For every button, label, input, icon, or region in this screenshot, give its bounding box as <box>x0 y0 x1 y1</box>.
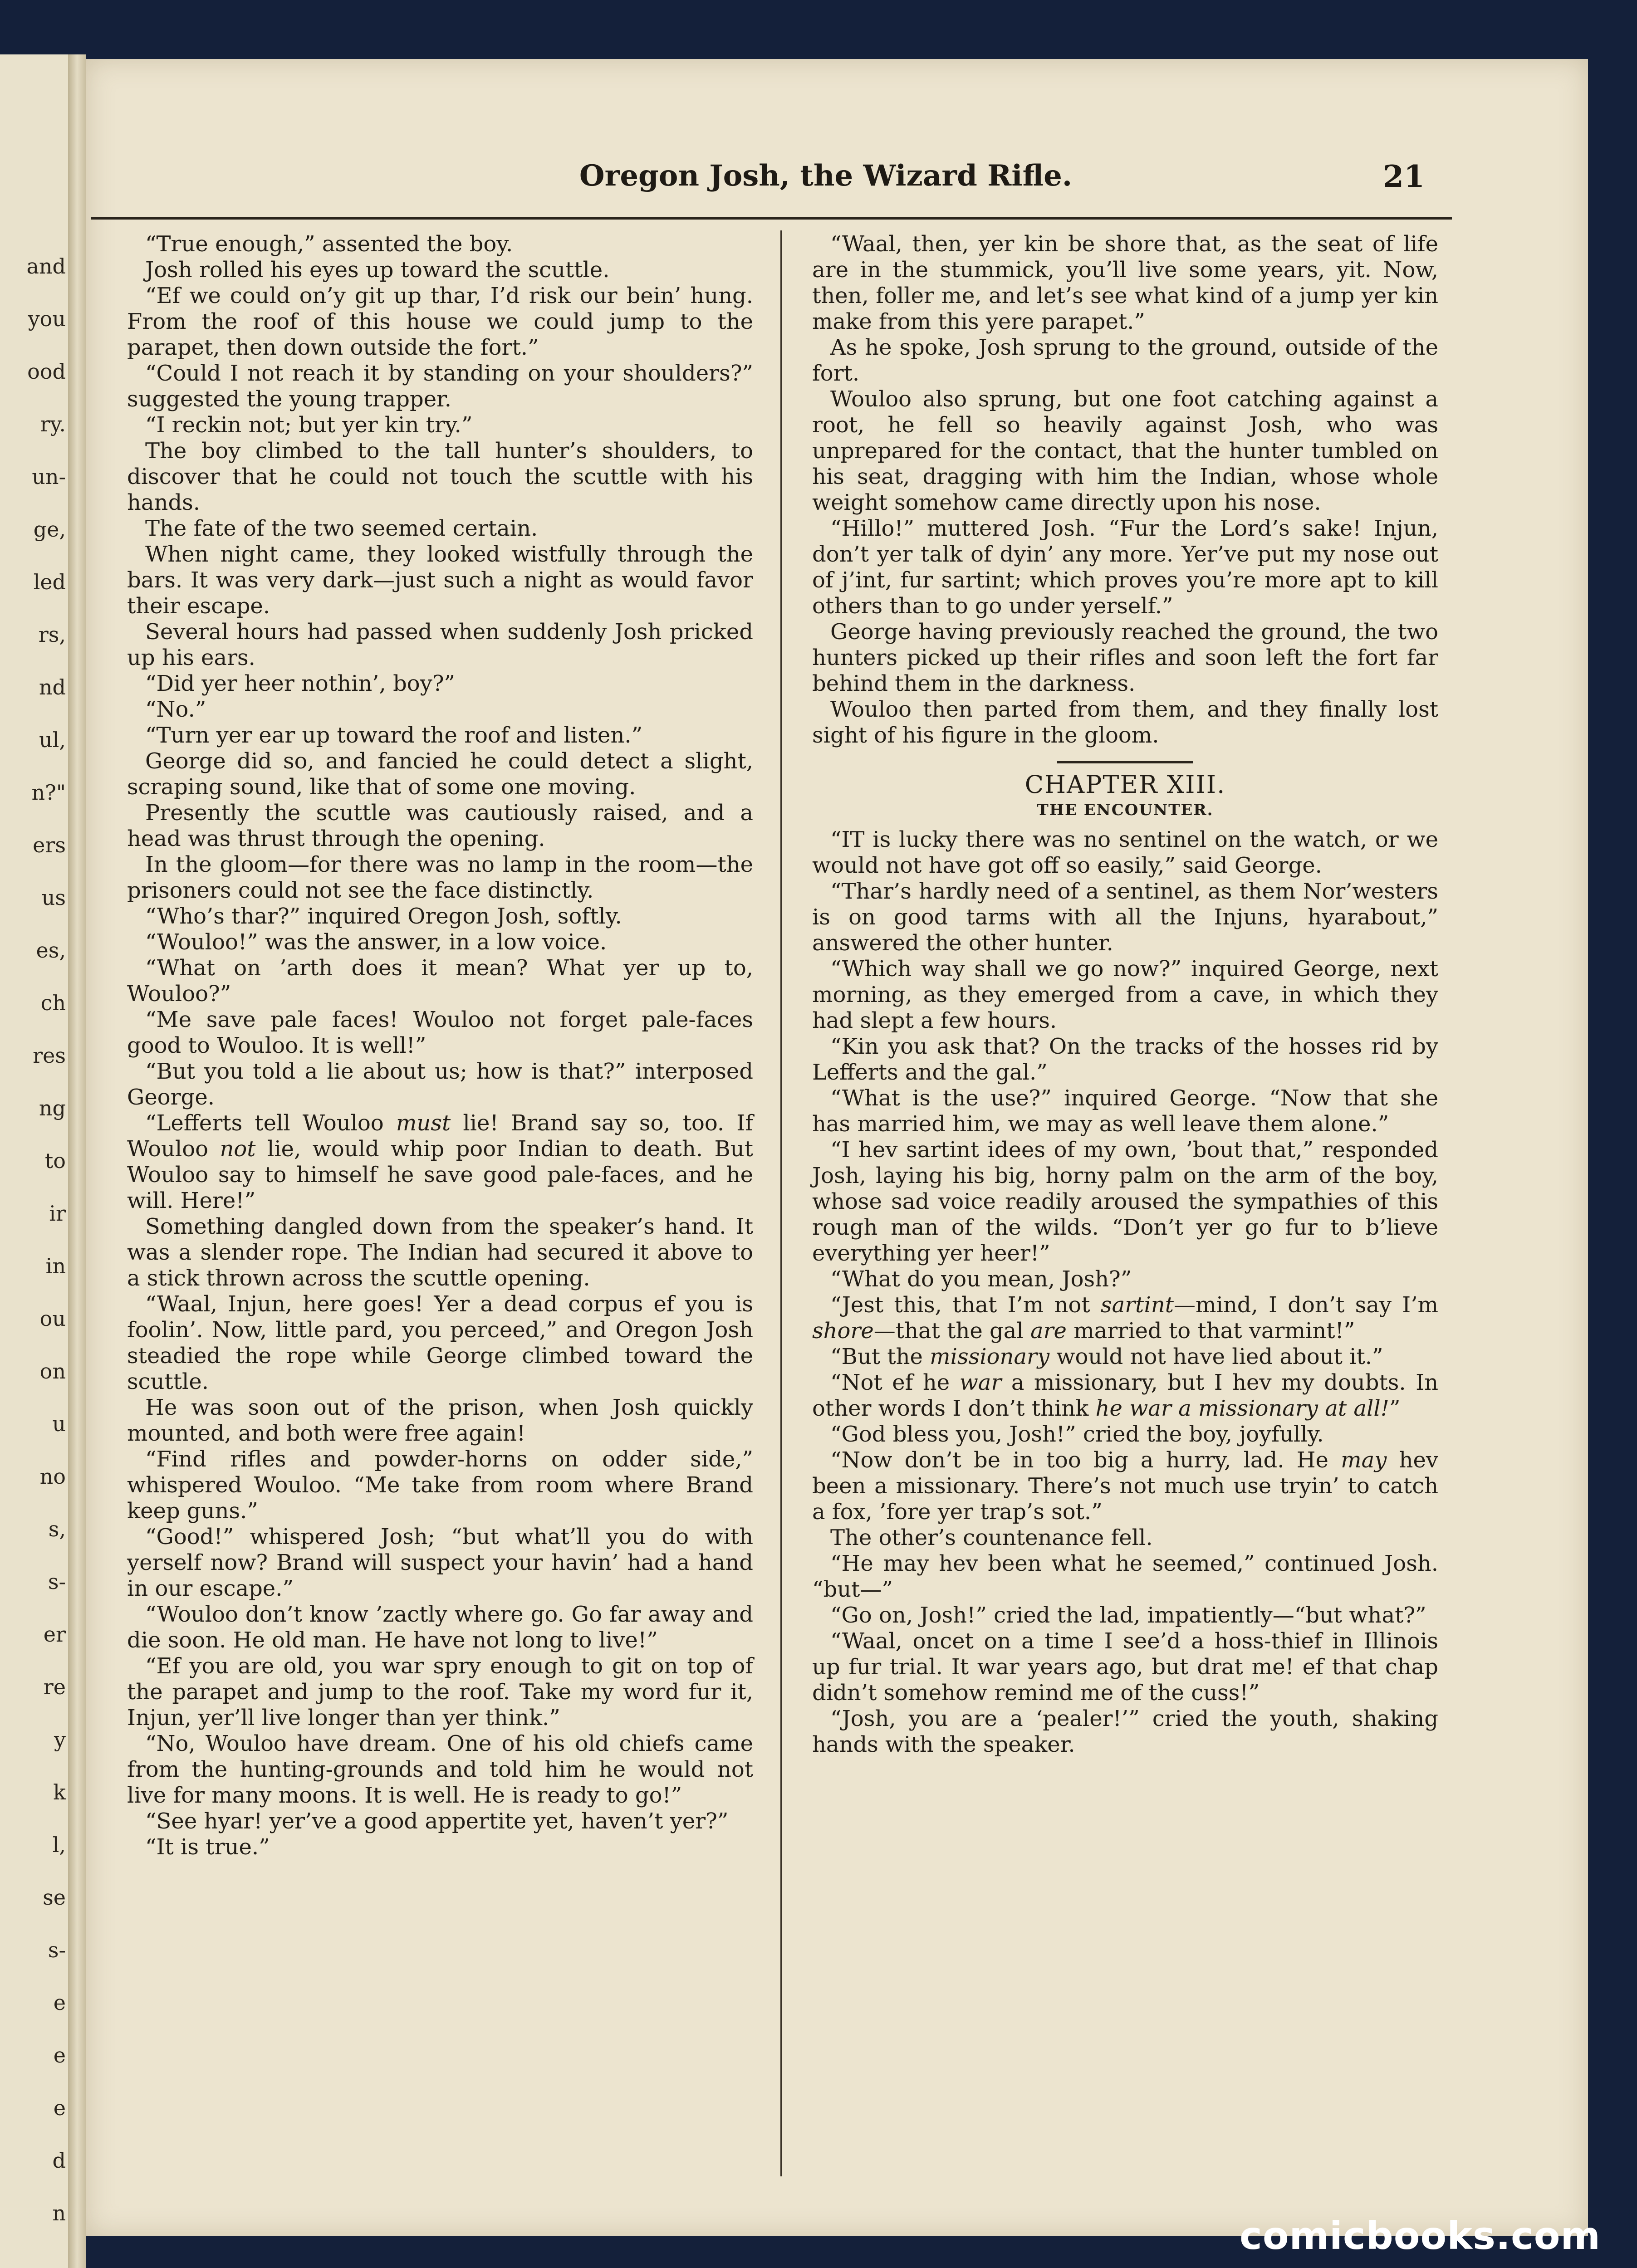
paragraph: “Not ef he war a missionary, but I hev my doubts. In other words I don’t think he war a missionary at all!” <box>812 1370 1438 1421</box>
paragraph: “See hyar! yer’ve a good appertite yet, haven’t yer?” <box>145 1809 729 1834</box>
adjacent-page-fragment: d <box>52 2148 66 2173</box>
adjacent-page-fragment: n?" <box>31 780 66 805</box>
adjacent-page-fragment: y <box>54 1727 66 1752</box>
adjacent-page-fragment: se <box>43 1885 66 1910</box>
paragraph: “I reckin not; but yer kin try.” <box>145 412 473 438</box>
paragraph: “Kin you ask that? On the tracks of the hosses rid by Lefferts and the gal.” <box>812 1034 1438 1085</box>
left-text-column <box>127 231 753 1860</box>
paragraph: In the gloom—for there was no lamp in the room—the prisoners could not see the face distinctly. <box>127 852 753 903</box>
paragraph: “Wouloo!” was the answer, in a low voice. <box>145 929 607 955</box>
paragraph: “But you told a lie about us; how is that?” interposed George. <box>127 1059 753 1110</box>
paragraph: “Ef we could on’y git up thar, I’d risk our bein’ hung. From the roof of this house we could jump to the parapet, then down outside the fort.” <box>127 283 753 360</box>
paragraph: Something dangled down from the speaker’s hand. It was a slender rope. The Indian had secured it above to a stick thrown across the scuttle opening. <box>127 1214 753 1291</box>
adjacent-page-fragment: ir <box>49 1201 66 1226</box>
paragraph: “No.” <box>145 697 206 722</box>
paragraph: “Me save pale faces! Wouloo not forget pale-faces good to Wouloo. It is well!” <box>127 1007 753 1058</box>
paragraph: Wouloo also sprung, but one foot catching against a root, he fell so heavily against Josh, who was unprepared for the contact, that the hunter tumbled on his seat, dragging with him the Indian, whose whole weight somehow came directly upon his nose. <box>812 386 1438 515</box>
adjacent-page-sliver <box>0 54 72 2268</box>
paragraph: Presently the scuttle was cautiously raised, and a head was thrust through the opening. <box>127 800 753 851</box>
paragraph: When night came, they looked wistfully through the bars. It was very dark—just such a night as would favor their escape. <box>127 542 753 619</box>
adjacent-page-fragment: e <box>53 2096 66 2120</box>
book-page <box>86 59 1588 2236</box>
paragraph: “Thar’s hardly need of a sentinel, as them Nor’westers is on good tarms with all the Injuns, hyarabout,” answered the other hunter. <box>812 879 1438 956</box>
paragraph: “Jest this, that I’m not sartint—mind, I don’t say I’m shore—that the gal are married to that varmint!” <box>812 1292 1438 1344</box>
paragraph: “Ef you are old, you war spry enough to git on top of the parapet and jump to the roof. Take my word fur it, Injun, yer’ll live longer than yer think.” <box>127 1653 753 1730</box>
paragraph: “Could I not reach it by standing on your shoulders?” suggested the young trapper. <box>127 361 753 412</box>
running-header <box>86 159 1588 213</box>
paragraph: George having previously reached the ground, the two hunters picked up their rifles and soon left the fort far behind them in the darkness. <box>812 619 1438 696</box>
adjacent-page-fragment: u <box>52 1412 66 1436</box>
adjacent-page-fragment: es, <box>36 938 66 963</box>
adjacent-page-fragment: ou <box>39 1306 66 1331</box>
paragraph: “I hev sartint idees of my own, ’bout that,” responded Josh, laying his big, horny palm on the arm of the boy, whose sad voice readily aroused the sympathies of this rough man of the wilds. “Don’t yer go fur to b’lieve everything yer heer!” <box>812 1137 1438 1266</box>
running-title: Oregon Josh, the Wizard Rifle. <box>579 159 1073 193</box>
adjacent-page-fragment: ul, <box>39 728 66 752</box>
chapter-xiii-text <box>812 827 1438 1758</box>
paragraph: “What do you mean, Josh?” <box>830 1266 1132 1292</box>
paragraph: “Go on, Josh!” cried the lad, impatiently—“but what?” <box>830 1603 1426 1628</box>
adjacent-page-fragment: ng <box>39 1096 66 1120</box>
paragraph: “Josh, you are a ‘pealer!’” cried the youth, shaking hands with the speaker. <box>812 1706 1438 1757</box>
adjacent-page-fragment: res <box>33 1043 66 1068</box>
paragraph: “Find rifles and powder-horns on odder side,” whispered Wouloo. “Me take from room where Brand keep guns.” <box>127 1447 753 1524</box>
paragraph: Several hours had passed when suddenly Josh pricked up his ears. <box>127 619 753 670</box>
paragraph: “Turn yer ear up toward the roof and listen.” <box>145 723 643 748</box>
paragraph: The fate of the two seemed certain. <box>145 516 538 541</box>
paragraph: As he spoke, Josh sprung to the ground, outside of the fort. <box>812 335 1438 386</box>
paragraph: “Waal, oncet on a time I see’d a hoss-thief in Illinois up fur trial. It war years ago, but drat me! ef that chap didn’t somehow remind me of the cuss!” <box>812 1628 1438 1706</box>
paragraph: “Did yer heer nothin’, boy?” <box>145 671 456 696</box>
page-number: 21 <box>1383 159 1425 194</box>
chapter-title: CHAPTER XIII. <box>1024 770 1226 799</box>
adjacent-page-fragment: er <box>43 1622 66 1647</box>
adjacent-page-fragment: on <box>39 1359 66 1383</box>
book-spine <box>68 54 86 2268</box>
adjacent-page-fragment: ge, <box>33 517 66 542</box>
paragraph: “Good!” whispered Josh; “but what’ll you do with yerself now? Brand will suspect your havin’ had a hand in our escape.” <box>127 1524 753 1601</box>
adjacent-page-fragment: s- <box>48 1938 66 1962</box>
adjacent-page-fragment: e <box>53 1990 66 2015</box>
paragraph: “But the missionary would not have lied about it.” <box>830 1344 1383 1369</box>
adjacent-page-fragment: you <box>28 307 66 331</box>
adjacent-page-fragment: rs, <box>38 622 66 647</box>
paragraph: “No, Wouloo have dream. One of his old chiefs came from the hunting-grounds and told him he would not live for many moons. It is well. He is ready to go!” <box>127 1731 753 1808</box>
adjacent-page-fragment: and <box>26 254 66 279</box>
column-divider <box>780 230 782 2176</box>
adjacent-page-fragment: un- <box>32 464 66 489</box>
adjacent-page-fragment: led <box>33 570 66 594</box>
watermark: comicbooks.com <box>1240 2214 1601 2258</box>
adjacent-page-fragment: s, <box>48 1517 66 1541</box>
paragraph: “What is the use?” inquired George. “Now that she has married him, we may as well leave them alone.” <box>812 1085 1438 1137</box>
adjacent-page-fragment: ch <box>40 991 66 1015</box>
adjacent-page-fragment: re <box>43 1675 66 1699</box>
paragraph: “Now don’t be in too big a hurry, lad. He may hev been a missionary. There’s not much use tryin’ to catch a fox, ’fore yer trap’s sot.” <box>812 1447 1438 1525</box>
adjacent-page-fragment: k <box>53 1780 66 1804</box>
paragraph: George did so, and fancied he could detect a slight, scraping sound, like that of some one moving. <box>127 748 753 800</box>
adjacent-page-fragment: e <box>53 2043 66 2068</box>
paragraph: “He may hev been what he seemed,” continued Josh. “but—” <box>812 1551 1438 1602</box>
header-rule <box>91 217 1452 220</box>
paragraph: “Waal, then, yer kin be shore that, as the seat of life are in the stummick, you’ll live some years, yit. Now, then, foller me, and let’s see what kind of a jump yer kin make from this yere parapet.” <box>812 231 1438 334</box>
adjacent-page-fragment: ood <box>27 359 66 384</box>
paragraph: “Which way shall we go now?” inquired George, next morning, as they emerged from a cave, in which they had slept a few hours. <box>812 956 1438 1033</box>
adjacent-page-fragment: to <box>44 1149 66 1173</box>
paragraph: Josh rolled his eyes up toward the scuttle. <box>145 257 610 283</box>
paragraph: “Hillo!” muttered Josh. “Fur the Lord’s sake! Injun, don’t yer talk of dyin’ any more. Yer’ve put my nose out of j’int, fur sartint; which proves you’re more apt to kill others than to go under yerself.” <box>812 516 1438 619</box>
adjacent-page-fragment: ers <box>33 833 66 857</box>
adjacent-page-fragment: nd <box>39 675 66 699</box>
paragraph: “True enough,” assented the boy. <box>145 231 513 257</box>
chapter-xii-ending <box>812 231 1438 748</box>
adjacent-page-fragment: in <box>45 1254 66 1278</box>
paragraph: “God bless you, Josh!” cried the boy, joyfully. <box>830 1422 1324 1447</box>
paragraph: “Waal, Injun, here goes! Yer a dead corpus ef you is foolin’. Now, little pard, you perceed,” and Oregon Josh steadied the rope while George climbed toward the scuttle. <box>127 1291 753 1394</box>
paragraph: “Who’s thar?” inquired Oregon Josh, softly. <box>145 904 622 929</box>
paragraph: “It is true.” <box>145 1834 270 1860</box>
adjacent-page-fragment: no <box>39 1464 66 1489</box>
paragraph: He was soon out of the prison, when Josh quickly mounted, and both were free again! <box>127 1395 753 1446</box>
adjacent-page-fragment: us <box>41 885 66 910</box>
right-text-column <box>812 231 1438 1758</box>
paragraph: The boy climbed to the tall hunter’s shoulders, to discover that he could not touch the scuttle with his hands. <box>127 438 753 515</box>
paragraph: “Lefferts tell Wouloo must lie! Brand say so, too. If Wouloo not lie, would whip poor Indian to death. But Wouloo say to himself he save good pale-faces, and he will. Here!” <box>127 1110 754 1213</box>
paragraph: “Wouloo don’t know ’zactly where go. Go far away and die soon. He old man. He have not long to live!” <box>127 1602 753 1653</box>
adjacent-page-fragment: s- <box>48 1569 66 1594</box>
paragraph: Wouloo then parted from them, and they finally lost sight of his figure in the gloom. <box>812 697 1438 748</box>
paragraph: The other’s countenance fell. <box>830 1525 1153 1550</box>
paragraph: “IT is lucky there was no sentinel on the watch, or we would not have got off so easily,” said George. <box>812 827 1438 878</box>
paragraph: “What on ’arth does it mean? What yer up to, Wouloo?” <box>127 955 753 1007</box>
adjacent-page-fragment: ry. <box>40 412 66 436</box>
adjacent-page-fragment: l, <box>52 1833 66 1857</box>
chapter-subtitle: THE ENCOUNTER. <box>1037 801 1214 819</box>
adjacent-page-fragment: n <box>52 2201 66 2225</box>
chapter-rule <box>1057 761 1193 763</box>
